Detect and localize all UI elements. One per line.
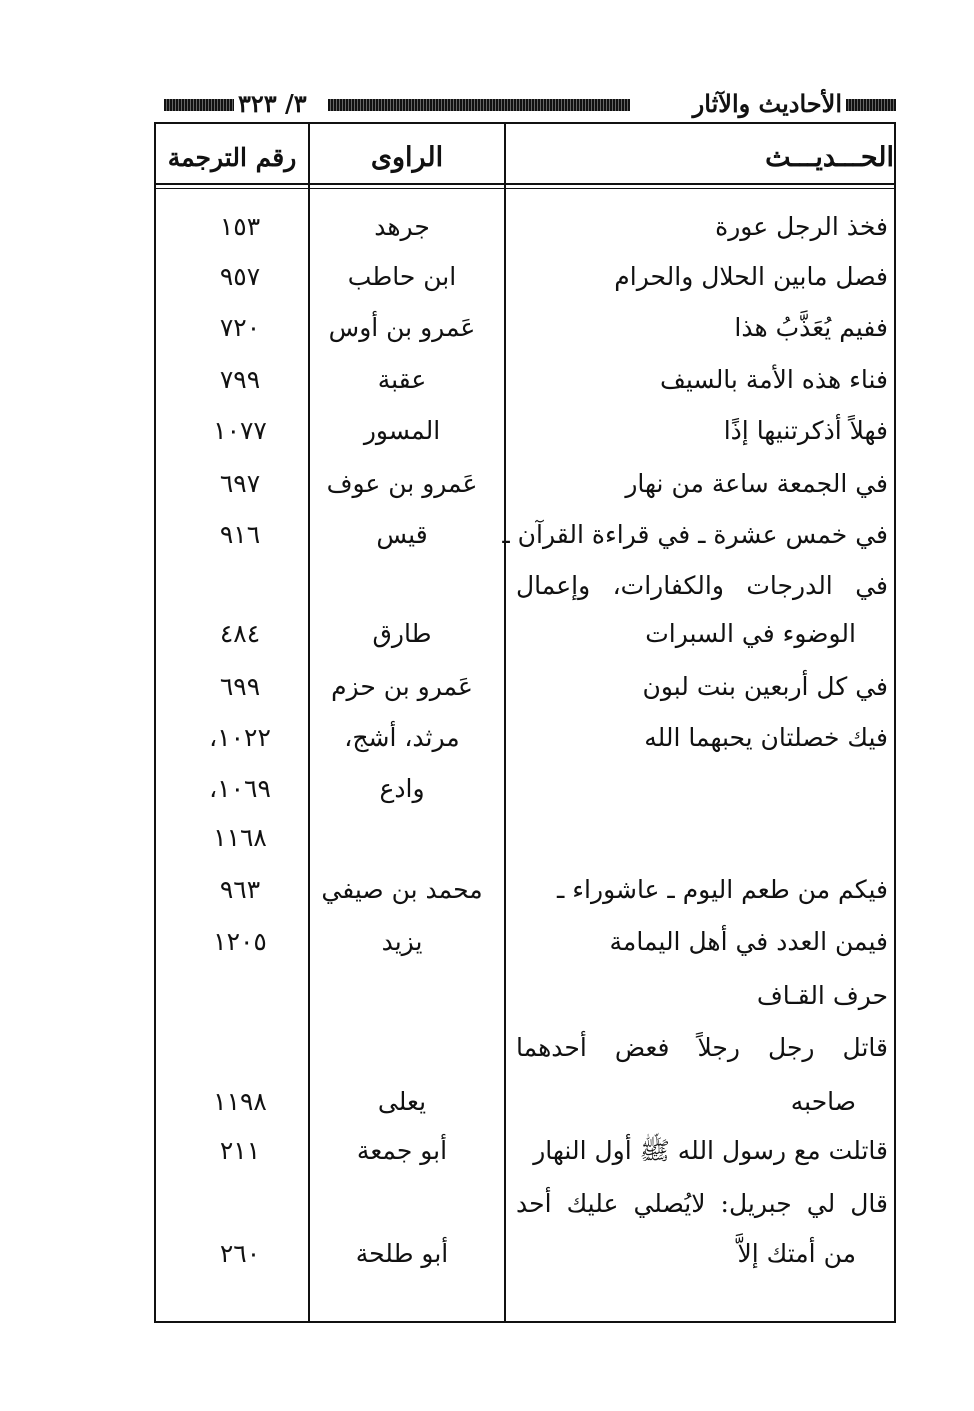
- section-heading-row: [0, 972, 974, 1022]
- hadith-text: فيكم من طعم اليوم ـ عاشوراء ـ: [557, 875, 888, 904]
- narrator-name: عَمرو بن أوس: [328, 313, 476, 342]
- column-heading-hadith: الحـــديـــث: [765, 142, 894, 173]
- hadith-text: صاحبه: [790, 1087, 856, 1116]
- table-row: [0, 356, 974, 406]
- table-row: [0, 610, 974, 660]
- narrator-name: أبو طلحة: [355, 1239, 449, 1268]
- narrator-name: عَمرو بن عوف: [326, 469, 478, 498]
- column-heading-narrator: الراوى: [370, 142, 444, 173]
- narrator-name: المسور: [363, 416, 441, 445]
- header-rule-middle: [328, 99, 630, 111]
- bio-number: ١٠٢٢،: [209, 723, 271, 752]
- page-reference: ٣/ ٣٢٣: [238, 89, 307, 118]
- table-row: [0, 407, 974, 457]
- narrator-name: مرثد، أشج،: [344, 723, 460, 752]
- table-row: [0, 918, 974, 968]
- bio-number: ٢١١: [219, 1136, 261, 1165]
- hadith-text: قاتل رجل رجلاً فعض أحدهما: [516, 1033, 888, 1062]
- bio-number: ١٠٧٧: [213, 416, 267, 445]
- bio-number: ٩٥٧: [219, 262, 261, 291]
- narrator-name: يعلى: [377, 1087, 427, 1116]
- hadith-text: في كل أربعين بنت لبون: [642, 672, 888, 701]
- bio-number: ١١٦٨: [213, 823, 267, 852]
- hadith-text: فناء هذه الأمة بالسيف: [659, 365, 888, 394]
- hadith-text: ففيم يُعَذَّبُ هذا: [734, 313, 888, 342]
- bio-number: ٧٩٩: [219, 365, 261, 394]
- narrator-name: قيس: [376, 520, 428, 549]
- header-underline-second: [154, 188, 896, 189]
- bio-number: ١١٩٨: [213, 1087, 267, 1116]
- column-heading-bio-number: رقم الترجمة: [167, 143, 297, 172]
- table-row: [0, 1078, 974, 1128]
- bio-number: ٧٢٠: [219, 313, 261, 342]
- table-row: [0, 253, 974, 303]
- hadith-text: فخذ الرجل عورة: [715, 212, 888, 241]
- hadith-text: في خمس عشرة ـ في قراءة القرآن ـ: [502, 520, 888, 549]
- bio-number: ٢٦٠: [219, 1239, 261, 1268]
- section-heading-qaf: حرف القـاف: [756, 981, 888, 1010]
- hadith-text: فيمن العدد في أهل اليمامة: [609, 927, 888, 956]
- hadith-text: قاتلت مع رسول الله ﷺ أول النهار: [533, 1136, 888, 1165]
- narrator-name: عقبة: [377, 365, 427, 394]
- hadith-text: فهلاً أذكرتنيها إذًا: [723, 416, 888, 445]
- hadith-text: الوضوء في السبرات: [645, 619, 856, 648]
- hadith-text: من أمتك إلاَّ: [737, 1239, 856, 1268]
- bio-number: ٦٩٩: [219, 672, 261, 701]
- table-row: [0, 203, 974, 253]
- table-row: [0, 304, 974, 354]
- narrator-name: وادع: [379, 774, 425, 803]
- table-row: [0, 511, 974, 561]
- narrator-name: محمد بن صيفي: [321, 875, 483, 904]
- header-underline: [154, 183, 896, 185]
- table-row: [0, 1230, 974, 1280]
- hadith-text: فيك خصلتان يحبهما الله: [644, 723, 888, 752]
- narrator-name: أبو جمعة: [356, 1136, 448, 1165]
- narrator-name: يزيد: [381, 927, 423, 956]
- table-row: [0, 765, 974, 815]
- bio-number: ٩٦٣: [219, 875, 261, 904]
- narrator-name: جرهد: [374, 212, 430, 241]
- bio-number: ١٠٦٩،: [209, 774, 271, 803]
- bio-number: ١٢٠٥: [213, 927, 267, 956]
- running-header: [160, 90, 900, 120]
- bio-number: ١٥٣: [219, 212, 261, 241]
- header-rule-right: [846, 99, 896, 111]
- bio-number: ٦٩٧: [219, 469, 261, 498]
- table-row: [0, 1180, 974, 1230]
- table-row: [0, 866, 974, 916]
- table-row: [0, 1127, 974, 1177]
- header-rule-left: [164, 99, 234, 111]
- hadith-text: قال لي جبريل: لايُصلي عليك أحد: [516, 1189, 888, 1218]
- table-row: [0, 460, 974, 510]
- narrator-name: ابن حاطب: [347, 262, 457, 291]
- book-section-title: الأحاديث والآثار: [692, 89, 842, 118]
- table-row: [0, 562, 974, 612]
- hadith-text: في الدرجات والكفارات، وإعمال: [516, 571, 888, 600]
- table-row: [0, 714, 974, 764]
- narrator-name: طارق: [372, 619, 432, 648]
- narrator-name: عَمرو بن حزم: [331, 672, 473, 701]
- hadith-text: فصل مابين الحلال والحرام: [614, 262, 888, 291]
- bio-number: ٤٨٤: [219, 619, 261, 648]
- hadith-text: في الجمعة ساعة من نهار: [625, 469, 888, 498]
- bio-number: ٩١٦: [219, 520, 261, 549]
- table-row: [0, 663, 974, 713]
- table-row: [0, 1024, 974, 1074]
- table-row: [0, 814, 974, 864]
